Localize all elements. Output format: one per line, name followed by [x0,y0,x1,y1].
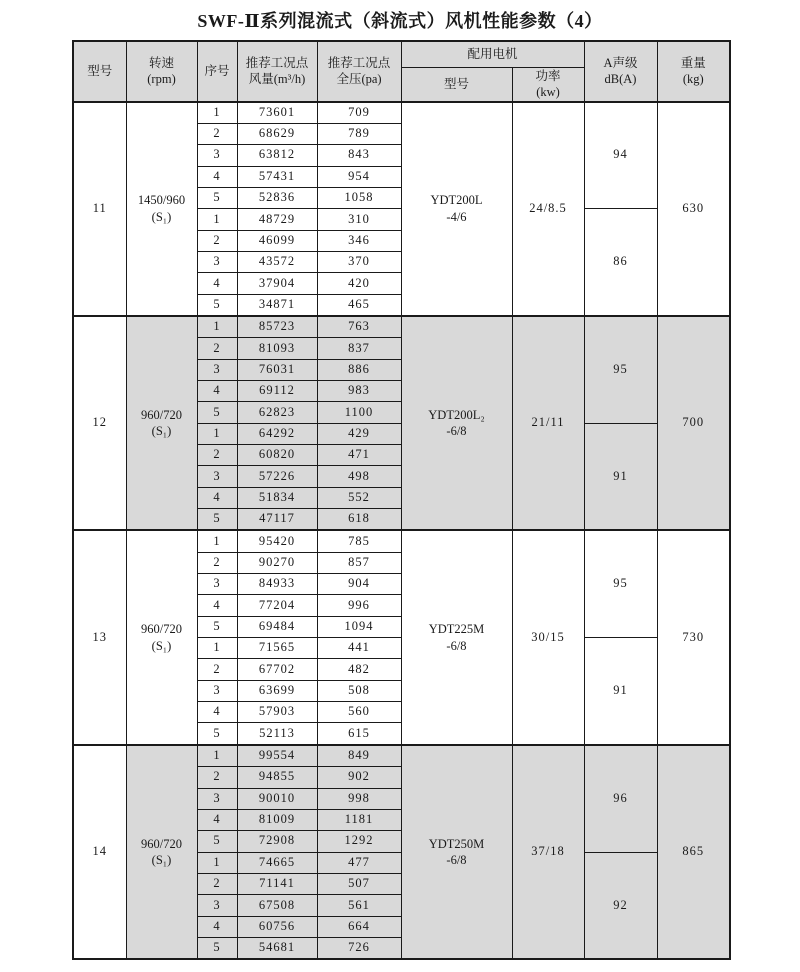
flow-cell: 57903 [237,702,317,723]
header-flow-line2: 风量(m³/h) [248,72,306,87]
seq-cell: 1 [197,852,237,873]
header-speed [126,41,197,102]
fan-performance-table [72,40,731,960]
seq-cell: 5 [197,294,237,316]
speed-cell [126,102,197,316]
pressure-cell: 346 [317,230,401,251]
seq-cell: 2 [197,230,237,251]
flow-cell: 63812 [237,145,317,166]
seq-cell: 3 [197,574,237,595]
flow-cell: 99554 [237,745,317,767]
seq-cell: 5 [197,402,237,423]
header-pressure-line2: 全压(pa) [336,72,382,87]
pressure-cell: 904 [317,574,401,595]
pressure-cell: 1058 [317,187,401,208]
weight-cell: 630 [657,102,730,316]
pressure-cell: 998 [317,788,401,809]
header-pressure-line1: 推荐工况点 [327,56,391,70]
motor-power-cell: 30/15 [512,530,584,744]
motor-model-cell [401,530,512,744]
header-noise-line1: A声级 [603,56,638,70]
flow-cell: 84933 [237,574,317,595]
motor-power-cell: 24/8.5 [512,102,584,316]
pressure-cell: 465 [317,294,401,316]
seq-cell: 4 [197,595,237,616]
motor-model-cell [401,745,512,959]
seq-cell: 2 [197,659,237,680]
seq-cell: 3 [197,251,237,272]
flow-cell: 57226 [237,466,317,487]
seq-cell: 2 [197,873,237,894]
seq-cell: 4 [197,273,237,294]
seq-cell: 3 [197,680,237,701]
seq-cell: 4 [197,916,237,937]
flow-cell: 94855 [237,767,317,788]
pressure-cell: 1181 [317,809,401,830]
flow-cell: 60820 [237,445,317,466]
flow-cell: 64292 [237,423,317,444]
flow-cell: 95420 [237,530,317,552]
page-title: SWF-Ⅱ系列混流式（斜流式）风机性能参数（4） [197,11,603,31]
pressure-cell: 561 [317,895,401,916]
pressure-cell: 1292 [317,831,401,852]
seq-cell: 1 [197,638,237,659]
header-model: 型号 [73,41,126,102]
motor-model-suffix: -6/8 [446,424,467,439]
table-header [73,41,730,102]
speed-pole: (S₁) [151,424,172,439]
model-cell: 11 [73,102,126,316]
seq-cell: 1 [197,316,237,338]
speed-pole: (S₁) [151,209,172,224]
pressure-cell: 886 [317,359,401,380]
seq-cell: 2 [197,123,237,144]
flow-cell: 72908 [237,831,317,852]
header-motor-model: 型号 [401,68,512,102]
flow-cell: 69484 [237,616,317,637]
seq-cell: 4 [197,380,237,401]
pressure-cell: 857 [317,552,401,573]
seq-cell: 3 [197,895,237,916]
motor-model-cell [401,316,512,530]
flow-cell: 74665 [237,852,317,873]
pressure-cell: 785 [317,530,401,552]
flow-cell: 47117 [237,509,317,531]
pressure-cell: 552 [317,487,401,508]
flow-cell: 67702 [237,659,317,680]
flow-cell: 76031 [237,359,317,380]
seq-cell: 5 [197,723,237,745]
motor-model-value: YDT225M [428,622,485,637]
motor-model-value: YDT200L₂ [428,407,485,422]
pressure-cell: 709 [317,102,401,124]
data-row [73,530,730,552]
flow-cell: 57431 [237,166,317,187]
speed-cell [126,316,197,530]
pressure-cell: 420 [317,273,401,294]
flow-cell: 43572 [237,251,317,272]
header-flow [237,41,317,102]
seq-cell: 2 [197,338,237,359]
weight-cell: 865 [657,745,730,959]
pressure-cell: 843 [317,145,401,166]
header-weight [657,41,730,102]
pressure-cell: 429 [317,423,401,444]
speed-pole: (S₁) [151,638,172,653]
noise-low-cell: 86 [584,209,657,316]
seq-cell: 1 [197,530,237,552]
speed-pole: (S₁) [151,853,172,868]
flow-cell: 67508 [237,895,317,916]
flow-cell: 68629 [237,123,317,144]
noise-low-cell: 91 [584,638,657,745]
header-motor-group: 配用电机 [401,41,584,68]
flow-cell: 85723 [237,316,317,338]
model-cell: 14 [73,745,126,959]
pressure-cell: 615 [317,723,401,745]
weight-cell: 730 [657,530,730,744]
header-motor-power-line1: 功率 [535,69,561,83]
seq-cell: 1 [197,209,237,230]
speed-cell [126,745,197,959]
noise-low-cell: 91 [584,423,657,530]
seq-cell: 1 [197,423,237,444]
flow-cell: 71565 [237,638,317,659]
flow-cell: 51834 [237,487,317,508]
header-speed-line2: (rpm) [147,72,176,87]
pressure-cell: 789 [317,123,401,144]
motor-power-cell: 37/18 [512,745,584,959]
flow-cell: 37904 [237,273,317,294]
pressure-cell: 996 [317,595,401,616]
pressure-cell: 763 [317,316,401,338]
header-weight-line2: (kg) [682,72,704,87]
header-weight-line1: 重量 [680,56,706,70]
flow-cell: 60756 [237,916,317,937]
pressure-cell: 837 [317,338,401,359]
seq-cell: 5 [197,187,237,208]
pressure-cell: 664 [317,916,401,937]
pressure-cell: 726 [317,937,401,959]
noise-high-cell: 95 [584,530,657,637]
seq-cell: 5 [197,616,237,637]
speed-cell [126,530,197,744]
flow-cell: 52836 [237,187,317,208]
pressure-cell: 618 [317,509,401,531]
seq-cell: 4 [197,166,237,187]
data-row [73,316,730,338]
model-cell: 13 [73,530,126,744]
motor-power-cell: 21/11 [512,316,584,530]
flow-cell: 46099 [237,230,317,251]
flow-cell: 54681 [237,937,317,959]
seq-cell: 4 [197,487,237,508]
seq-cell: 3 [197,788,237,809]
flow-cell: 48729 [237,209,317,230]
seq-cell: 1 [197,745,237,767]
seq-cell: 2 [197,767,237,788]
header-motor-power-line2: (kw) [536,85,560,100]
header-noise-line2: dB(A) [604,72,637,87]
flow-cell: 73601 [237,102,317,124]
data-row [73,745,730,767]
flow-cell: 71141 [237,873,317,894]
pressure-cell: 477 [317,852,401,873]
weight-cell: 700 [657,316,730,530]
noise-high-cell: 95 [584,316,657,423]
header-noise [584,41,657,102]
header-pressure [317,41,401,102]
motor-model-suffix: -4/6 [446,209,467,224]
pressure-cell: 482 [317,659,401,680]
speed-value: 960/720 [141,836,182,851]
speed-value: 960/720 [141,407,182,422]
seq-cell: 1 [197,102,237,124]
flow-cell: 62823 [237,402,317,423]
header-row-1 [73,41,730,68]
pressure-cell: 983 [317,380,401,401]
pressure-cell: 1100 [317,402,401,423]
flow-cell: 90010 [237,788,317,809]
motor-model-suffix: -6/8 [446,638,467,653]
motor-model-value: YDT200L [430,193,483,208]
seq-cell: 2 [197,445,237,466]
speed-value: 1450/960 [137,193,186,208]
flow-cell: 77204 [237,595,317,616]
pressure-cell: 507 [317,873,401,894]
seq-cell: 5 [197,509,237,531]
seq-cell: 3 [197,466,237,487]
model-cell: 12 [73,316,126,530]
seq-cell: 4 [197,809,237,830]
noise-high-cell: 94 [584,102,657,209]
pressure-cell: 370 [317,251,401,272]
pressure-cell: 471 [317,445,401,466]
motor-model-cell [401,102,512,316]
seq-cell: 5 [197,937,237,959]
seq-cell: 3 [197,359,237,380]
flow-cell: 52113 [237,723,317,745]
noise-low-cell: 92 [584,852,657,959]
pressure-cell: 560 [317,702,401,723]
pressure-cell: 508 [317,680,401,701]
flow-cell: 69112 [237,380,317,401]
motor-model-suffix: -6/8 [446,853,467,868]
speed-value: 960/720 [141,622,182,637]
pressure-cell: 849 [317,745,401,767]
seq-cell: 2 [197,552,237,573]
seq-cell: 4 [197,702,237,723]
flow-cell: 34871 [237,294,317,316]
header-speed-line1: 转速 [148,56,174,70]
seq-cell: 5 [197,831,237,852]
pressure-cell: 310 [317,209,401,230]
flow-cell: 90270 [237,552,317,573]
pressure-cell: 498 [317,466,401,487]
header-motor-power [512,68,584,102]
noise-high-cell: 96 [584,745,657,852]
fan-table-body [73,102,730,960]
flow-cell: 63699 [237,680,317,701]
header-seq: 序号 [197,41,237,102]
motor-model-value: YDT250M [428,836,485,851]
flow-cell: 81093 [237,338,317,359]
pressure-cell: 441 [317,638,401,659]
pressure-cell: 954 [317,166,401,187]
pressure-cell: 902 [317,767,401,788]
pressure-cell: 1094 [317,616,401,637]
header-flow-line1: 推荐工况点 [245,56,309,70]
data-row [73,102,730,124]
seq-cell: 3 [197,145,237,166]
flow-cell: 81009 [237,809,317,830]
